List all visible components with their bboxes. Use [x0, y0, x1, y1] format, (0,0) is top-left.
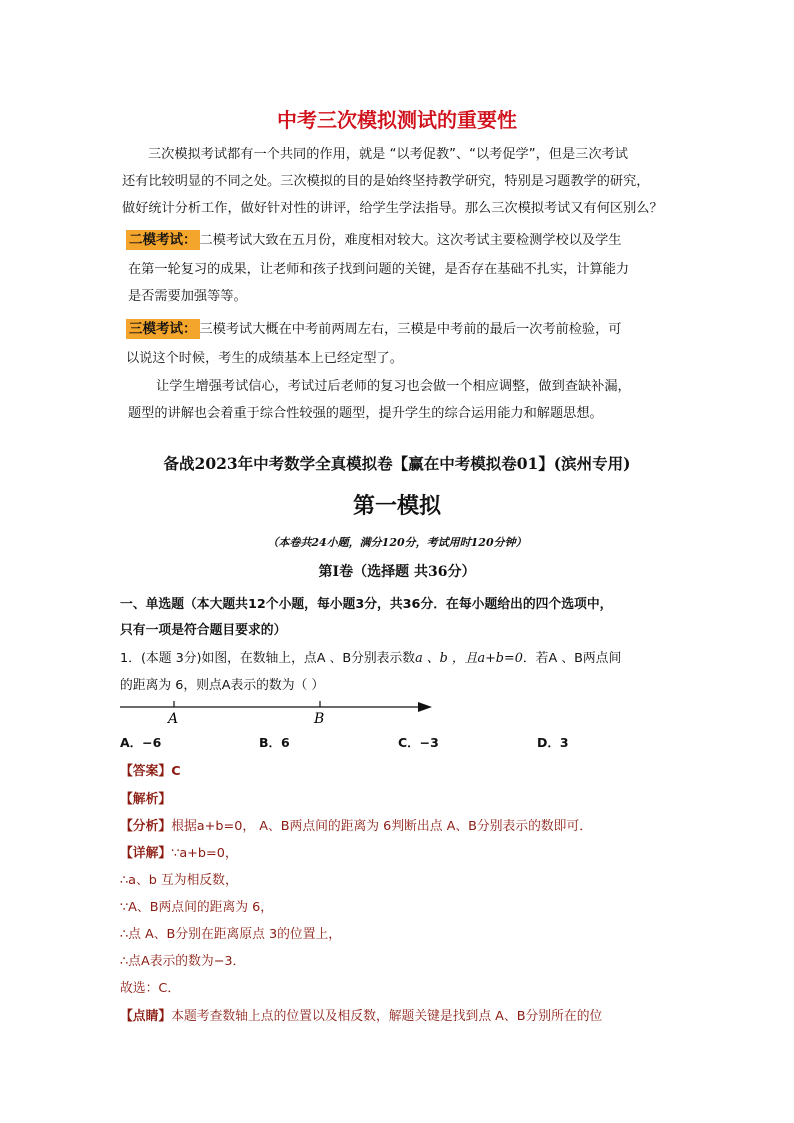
exam2-badge: 二模考试： [126, 230, 200, 250]
page-title: 中考三次模拟测试的重要性 [277, 108, 517, 132]
step-2: ∵A、B两点间的距离为 6， [120, 900, 274, 915]
question-1-line-1 [120, 647, 621, 666]
label-a: A [168, 711, 179, 727]
exam2-line-1 [126, 227, 622, 254]
closing-line-1: 让学生增强考试信心，考试过后老师的复习也会做一个相应调整，做到查缺补漏， [156, 379, 631, 394]
exam3-line-2: 以说这个时候，考生的成绩基本上已经定型了。 [126, 351, 403, 366]
fenxi-line [120, 815, 592, 834]
q1-text-b: a 、b ，且 [415, 651, 478, 666]
exam-heading: 备战2023年中考数学全真模拟卷【赢在中考模拟卷01】(滨州专用) [163, 454, 631, 473]
intro-line-1: 三次模拟考试都有一个共同的作用，就是 “以考促教”、“以考促学”，但是三次考试 [148, 147, 628, 162]
dianjing-text: 本题考查数轴上点的位置以及相反数，解题关键是找到点 A、B分别所在的位 [171, 1009, 603, 1024]
xiangjie-line [120, 842, 238, 861]
closing-line-2: 题型的讲解也会着重于综合性较强的题型，提升学生的综合运用能力和解题思想。 [128, 406, 603, 421]
step-1: ∴a、b 互为相反数， [120, 873, 238, 888]
option-a[interactable]: A．−6 [120, 735, 162, 750]
fenxi-text: 根据a+b=0， A、B两点间的距离为 6判断出点 A、B分别表示的数即可． [171, 819, 593, 834]
exam3-badge: 三模考试： [126, 319, 200, 339]
answer-line: 【答案】C [120, 764, 181, 779]
exam-note: （本卷共24小题，满分120分，考试用时120分钟） [267, 536, 527, 549]
xiangjie-text: ∵a+b=0， [171, 846, 238, 861]
xiangjie-label: 【详解】 [120, 846, 172, 861]
dianjing-label: 【点睛】 [120, 1009, 172, 1024]
question-1-line-2: 的距离为 6，则点A表示的数为（ ） [120, 678, 325, 693]
option-b[interactable]: B．6 [259, 735, 290, 750]
number-line-figure [118, 698, 438, 728]
exam3-text-1: 三模考试大概在中考前两周左右，三模是中考前的最后一次考前检验，可 [199, 322, 622, 337]
intro-line-3: 做好统计分析工作，做好针对性的讲评，给学生学法指导。那么三次模拟考试又有何区别么？ [122, 201, 663, 216]
label-b: B [314, 711, 325, 727]
q1-equation: a+b=0 [477, 651, 523, 666]
q1-text-d: ．若A 、B两点间 [522, 651, 622, 666]
intro-line-2: 还有比较明显的不同之处。三次模拟的目的是始终坚持教学研究，特别是习题教学的研究， [122, 174, 650, 189]
step-5: 故选：C． [120, 981, 181, 996]
exam-title: 第一模拟 [352, 494, 441, 519]
q1-text-a: 1．(本题 3分)如图，在数轴上，点A 、B分别表示数 [120, 651, 416, 666]
part-heading: 第Ⅰ卷（选择题 共36分） [318, 564, 476, 580]
number-line-arrow [418, 702, 432, 712]
step-3: ∴点 A、B分别在距离原点 3的位置上， [120, 927, 342, 942]
option-d[interactable]: D．3 [537, 735, 569, 750]
exam2-line-3: 是否需要加强等等。 [128, 289, 247, 304]
exam2-text-1: 二模考试大致在五月份，难度相对较大。这次考试主要检测学校以及学生 [199, 233, 622, 248]
dianjing-line [120, 1005, 602, 1024]
analysis-label: 【解析】 [120, 792, 172, 807]
option-c[interactable]: C．−3 [398, 735, 439, 750]
exam2-line-2: 在第一轮复习的成果，让老师和孩子找到问题的关键，是否存在基础不扎实，计算能力 [128, 262, 630, 277]
section-instruction-2: 只有一项是符合题目要求的） [120, 623, 287, 638]
section-instruction-1: 一、单选题（本大题共12个小题，每小题3分，共36分．在每小题给出的四个选项中， [120, 597, 613, 612]
fenxi-label: 【分析】 [120, 819, 172, 834]
exam3-line-1 [126, 316, 622, 343]
step-4: ∴点A表示的数为−3． [120, 954, 246, 969]
